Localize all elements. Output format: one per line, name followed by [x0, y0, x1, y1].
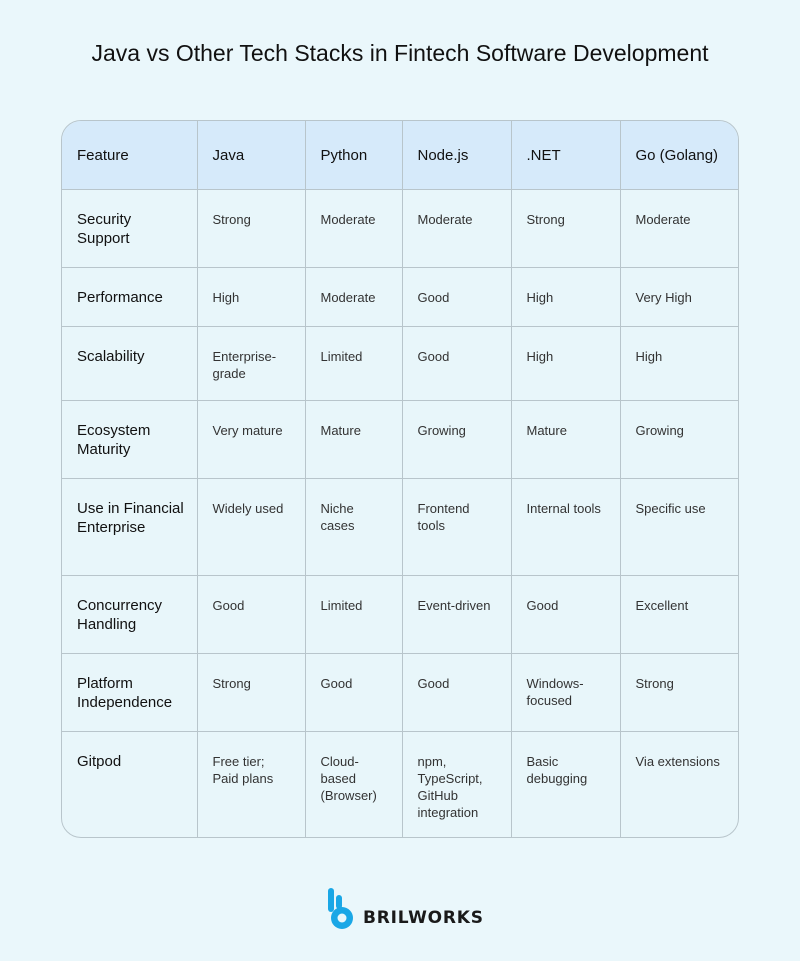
brilworks-logo-icon	[328, 888, 356, 932]
value-cell: Strong	[620, 654, 739, 732]
table-header-row	[62, 121, 739, 190]
value-cell: Good	[197, 576, 305, 654]
value-cell: Strong	[197, 654, 305, 732]
value-cell: Growing	[402, 401, 511, 479]
page-title: Java vs Other Tech Stacks in Fintech Software Development	[91, 40, 709, 66]
value-cell: Mature	[305, 401, 402, 479]
value-cell: Growing	[620, 401, 739, 479]
value-cell: Good	[305, 654, 402, 732]
feature-cell: Performance	[62, 268, 197, 327]
value-cell: Moderate	[305, 268, 402, 327]
brand-name: BRILWORKS	[363, 908, 484, 928]
value-cell: Good	[402, 327, 511, 401]
value-cell: Niche cases	[305, 479, 402, 576]
feature-cell: Concurrency Handling	[62, 576, 197, 654]
value-cell: Limited	[305, 576, 402, 654]
value-cell: Mature	[511, 401, 620, 479]
header-python: Python	[305, 121, 402, 190]
value-cell: Good	[402, 654, 511, 732]
value-cell: Strong	[197, 190, 305, 268]
feature-cell: Gitpod	[62, 732, 197, 839]
value-cell: Basic debugging	[511, 732, 620, 839]
value-cell: Widely used	[197, 479, 305, 576]
table-row	[62, 654, 739, 732]
table-row	[62, 401, 739, 479]
value-cell: Internal tools	[511, 479, 620, 576]
value-cell: High	[620, 327, 739, 401]
value-cell: Enterprise-grade	[197, 327, 305, 401]
header-go: Go (Golang)	[620, 121, 739, 190]
value-cell: High	[511, 268, 620, 327]
table-row	[62, 732, 739, 839]
value-cell: npm, TypeScript, GitHub integration	[402, 732, 511, 839]
value-cell: Excellent	[620, 576, 739, 654]
value-cell: Moderate	[402, 190, 511, 268]
value-cell: Windows-focused	[511, 654, 620, 732]
feature-cell: Security Support	[62, 190, 197, 268]
table-row	[62, 190, 739, 268]
header-feature: Feature	[62, 121, 197, 190]
value-cell: High	[511, 327, 620, 401]
value-cell: Event-driven	[402, 576, 511, 654]
feature-cell: Platform Independence	[62, 654, 197, 732]
value-cell: Via extensions	[635, 754, 720, 769]
brand-logo	[328, 888, 484, 932]
value-cell: Very High	[620, 268, 739, 327]
value-cell: Specific use	[620, 479, 739, 576]
value-cell: Moderate	[620, 190, 739, 268]
feature-cell: Scalability	[62, 327, 197, 401]
header-dotnet: .NET	[511, 121, 620, 190]
table-row	[62, 268, 739, 327]
value-cell: Good	[511, 576, 620, 654]
value-cell: High	[197, 268, 305, 327]
value-cell: Moderate	[305, 190, 402, 268]
comparison-table	[61, 120, 739, 838]
feature-cell: Use in Financial Enterprise	[62, 479, 197, 576]
table-row	[62, 479, 739, 576]
value-cell: Strong	[511, 190, 620, 268]
header-java: Java	[197, 121, 305, 190]
feature-cell: Ecosystem Maturity	[62, 401, 197, 479]
table-row	[62, 327, 739, 401]
value-cell: Limited	[305, 327, 402, 401]
value-cell: Frontend tools	[402, 479, 511, 576]
header-nodejs: Node.js	[402, 121, 511, 190]
value-cell: Free tier; Paid plans	[197, 732, 305, 839]
value-cell: Very mature	[197, 401, 305, 479]
value-cell: Cloud-based (Browser)	[305, 732, 402, 839]
value-cell: Good	[402, 268, 511, 327]
table-row	[62, 576, 739, 654]
